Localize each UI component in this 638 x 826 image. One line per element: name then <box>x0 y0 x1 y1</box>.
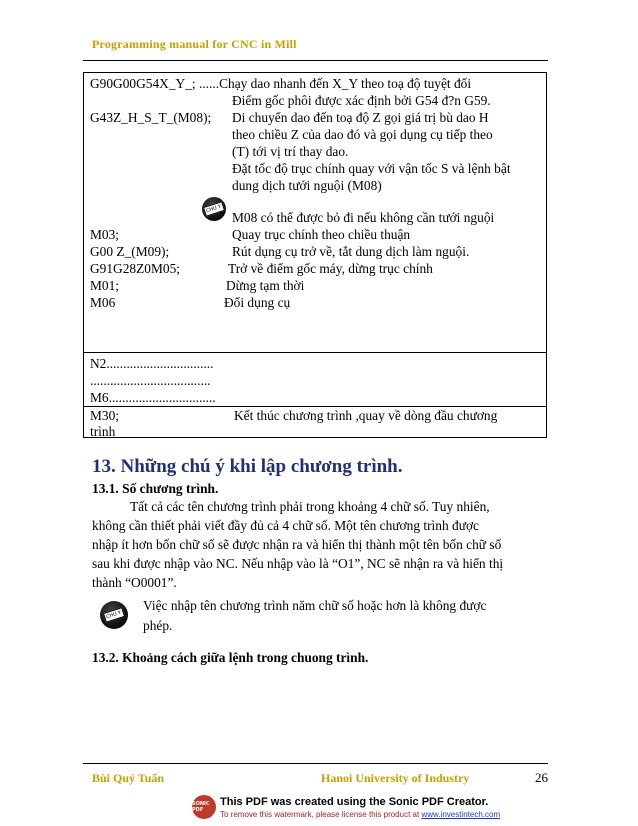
page-number: 26 <box>535 770 548 785</box>
watermark-line2 <box>220 810 500 819</box>
desc-line: theo chiều Z của dao đó và gọi dụng cụ tiếp theo <box>232 127 493 142</box>
watermark-prefix: To remove this watermark, please license this product at <box>220 810 422 819</box>
code-line: M01; <box>90 278 120 293</box>
code-line: M03; <box>90 227 120 242</box>
footer-author: Bùi Quý Tuấn <box>92 771 165 785</box>
code-line: G91G28Z0M05; <box>90 261 181 276</box>
table-divider <box>84 352 546 353</box>
code-line: M06 <box>90 295 116 310</box>
footer-rule <box>83 763 548 764</box>
desc-line: Dừng tạm thời <box>226 278 305 293</box>
watermark-line1: This PDF was created using the Sonic PDF Creator. <box>220 796 489 808</box>
code-line: trình <box>90 424 116 439</box>
note-icon-label: CHÚ Ý <box>103 607 125 623</box>
desc-line: M08 có thể được bỏ đi nếu không cần tưới nguội <box>232 210 495 225</box>
paragraph-line: sau khi được nhập vào NC. Nếu nhập vào là “O1”, NC sẽ nhận ra và hiển thị <box>92 556 504 571</box>
watermark-link[interactable]: www.investintech.com <box>421 810 501 819</box>
code-line: M30; <box>90 408 120 423</box>
note-icon-label: CHÚ Ý <box>203 201 225 217</box>
code-line: M6................................ <box>90 390 216 405</box>
paragraph-line: Tất cả các tên chương trình phải trong khoảng 4 chữ số. Tuy nhiên, <box>130 499 490 514</box>
code-line: G00 Z_(M09); <box>90 244 170 259</box>
paragraph-line: nhập ít hơn bốn chữ số sẽ được nhận ra và hiển thị thành một tên bốn chữ số <box>92 537 502 552</box>
sonic-pdf-logo-icon: SONIC PDF <box>192 795 216 819</box>
desc-line: Đặt tốc độ trục chính quay với vận tốc S và lệnh bật <box>232 161 511 176</box>
desc-line: Di chuyển dao đến toạ độ Z gọi giá trị bù dao H <box>232 110 489 125</box>
desc-line: Điểm gốc phôi được xác định bởi G54 đ?n G59. <box>232 93 491 108</box>
subsection-title: 13.1. Số chương trình. <box>92 481 219 496</box>
desc-line: Rút dụng cụ trở về, tắt dung dịch làm nguội. <box>232 244 470 259</box>
paragraph-line: không cần thiết phải viết đầy đủ cả 4 chữ số. Một tên chương trình được <box>92 518 479 533</box>
note-line: Việc nhập tên chương trình năm chữ số hoặc hơn là không được <box>143 598 487 613</box>
code-line: .................................... <box>90 373 211 388</box>
code-line: N2................................ <box>90 356 214 371</box>
desc-line: Trở về điểm gốc máy, dừng trục chính <box>228 261 433 276</box>
header-rule <box>83 60 548 61</box>
code-line: G43Z_H_S_T_(M08); <box>90 110 212 125</box>
desc-line: dung dịch tưới nguội (M08) <box>232 178 382 193</box>
subsection-title: 13.2. Khoảng cách giữa lệnh trong chuong trình. <box>92 650 369 665</box>
section-heading: 13. Những chú ý khi lập chương trình. <box>92 456 403 477</box>
desc-line: Quay trục chính theo chiều thuận <box>232 227 411 242</box>
desc-line: Đổi dụng cụ <box>224 295 291 310</box>
note-icon <box>202 197 226 221</box>
code-table <box>83 72 547 438</box>
desc-line: Kết thúc chương trình ,quay về dòng đầu chương <box>234 408 498 423</box>
page-header-title: Programming manual for CNC in Mill <box>92 37 297 51</box>
note-line: phép. <box>143 618 173 633</box>
desc-line: (T) tới vị trí thay dao. <box>232 144 349 159</box>
paragraph-line: thành “O0001”. <box>92 575 177 590</box>
code-line: G90G00G54X_Y_; ......Chạy dao nhanh đến X_Y theo toạ độ tuyệt đối <box>90 76 472 91</box>
footer-school: Hanoi University of Industry <box>321 771 470 785</box>
note-icon <box>100 601 128 629</box>
